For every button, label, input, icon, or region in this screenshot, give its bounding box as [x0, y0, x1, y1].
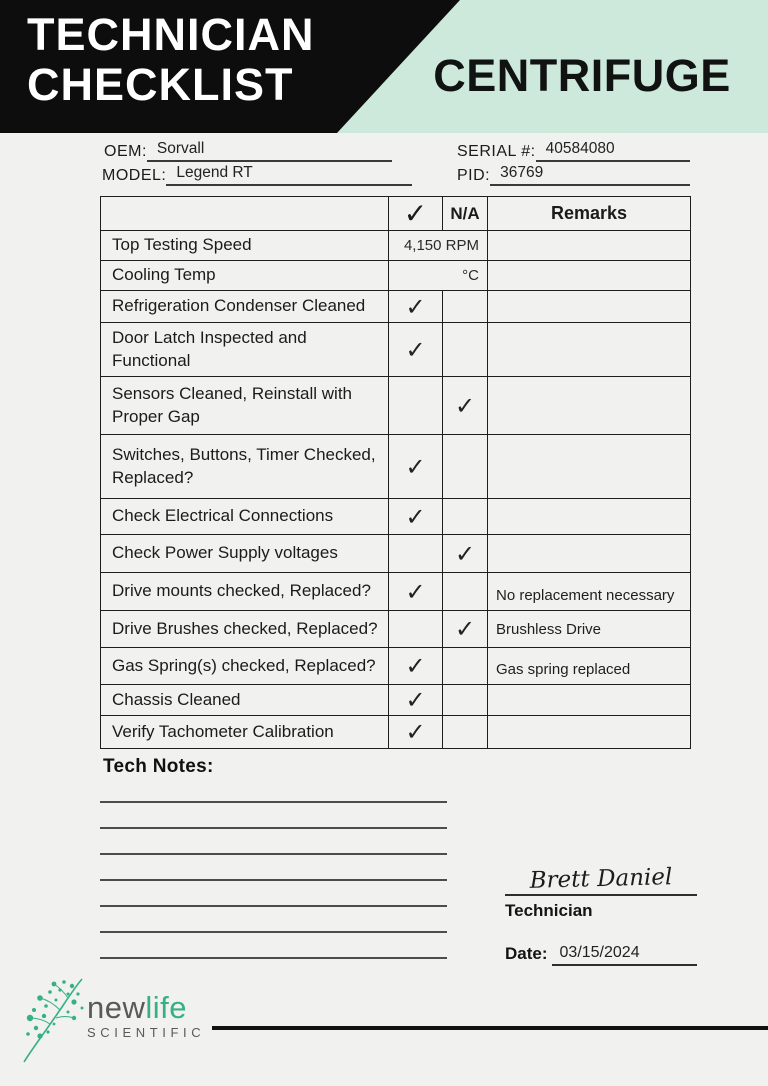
item-label: Top Testing Speed: [101, 231, 389, 261]
table-row: [101, 323, 691, 377]
check-mark: [389, 611, 443, 648]
item-label: Switches, Buttons, Timer Checked, Replaced?: [101, 435, 389, 499]
item-remarks: [488, 261, 691, 291]
na-mark: [443, 435, 488, 499]
table-row: [101, 499, 691, 535]
item-label: Door Latch Inspected and Functional: [101, 323, 389, 377]
check-mark: ✓: [389, 323, 443, 377]
item-remarks: [488, 435, 691, 499]
item-label: Drive mounts checked, Replaced?: [101, 573, 389, 611]
na-mark: [443, 716, 488, 749]
item-remarks: [488, 535, 691, 573]
item-remarks: [488, 716, 691, 749]
check-mark: ✓: [389, 685, 443, 716]
table-row: [101, 377, 691, 435]
notes-line: [100, 957, 447, 959]
check-column-header: ✓: [389, 197, 443, 231]
item-label: Chassis Cleaned: [101, 685, 389, 716]
na-mark: [443, 291, 488, 323]
item-remarks: No replacement necessary: [488, 573, 691, 611]
remarks-column-header: Remarks: [488, 197, 691, 231]
item-remarks: Brushless Drive: [488, 611, 691, 648]
item-value: 4,150 RPM: [389, 231, 488, 261]
title-line-2: CHECKLIST: [27, 59, 294, 110]
brand-subtitle: SCIENTIFIC: [87, 1025, 206, 1040]
na-mark: [443, 499, 488, 535]
table-row: [101, 435, 691, 499]
check-mark: ✓: [389, 573, 443, 611]
item-value: °C: [389, 261, 488, 291]
serial-label: SERIAL #:: [457, 143, 536, 160]
item-label: Check Power Supply voltages: [101, 535, 389, 573]
item-label: Check Electrical Connections: [101, 499, 389, 535]
table-row: [101, 231, 691, 261]
title-line-1: TECHNICIAN: [27, 9, 315, 60]
item-label: Refrigeration Condenser Cleaned: [101, 291, 389, 323]
document-title: [27, 10, 315, 110]
notes-line: [100, 879, 447, 881]
notes-line: [100, 801, 447, 803]
notes-line: [100, 905, 447, 907]
item-label: Verify Tachometer Calibration: [101, 716, 389, 749]
signature-line: [505, 894, 697, 896]
product-name: CENTRIFUGE: [433, 50, 731, 101]
oem-value: Sorvall: [147, 140, 392, 162]
check-mark: ✓: [389, 648, 443, 685]
date-field: [505, 944, 697, 966]
na-mark: [443, 323, 488, 377]
table-row: [101, 685, 691, 716]
na-mark: ✓: [443, 611, 488, 648]
table-row: [101, 573, 691, 611]
notes-line: [100, 853, 447, 855]
na-mark: ✓: [443, 535, 488, 573]
signature-block: [505, 866, 697, 921]
table-header-row: [101, 197, 691, 231]
date-label: Date:: [505, 944, 548, 963]
check-mark: [389, 535, 443, 573]
notes-line: [100, 827, 447, 829]
tech-notes-heading: Tech Notes:: [103, 756, 214, 777]
table-row: [101, 611, 691, 648]
item-remarks: Gas spring replaced: [488, 648, 691, 685]
tech-notes-area: [100, 801, 447, 983]
check-mark: [389, 377, 443, 435]
notes-line: [100, 931, 447, 933]
check-mark: ✓: [389, 716, 443, 749]
oem-field: [104, 140, 392, 162]
item-remarks: [488, 377, 691, 435]
brand-name-new: new: [87, 990, 146, 1025]
header-banner: [0, 0, 768, 133]
item-label: Cooling Temp: [101, 261, 389, 291]
brand-name: [87, 990, 205, 1025]
brand-name-life: life: [145, 990, 188, 1025]
pid-label: PID:: [457, 167, 491, 184]
check-mark: ✓: [389, 435, 443, 499]
date-value: 03/15/2024: [552, 944, 697, 966]
table-row: [101, 261, 691, 291]
pid-field: [457, 164, 690, 186]
signature-role-label: Technician: [505, 901, 593, 920]
item-column-header: [101, 197, 389, 231]
na-mark: [443, 685, 488, 716]
model-label: MODEL:: [102, 167, 167, 184]
item-remarks: [488, 231, 691, 261]
table-row: [101, 716, 691, 749]
model-field: [102, 164, 412, 186]
pid-value: 36769: [490, 164, 690, 186]
table-row: [101, 535, 691, 573]
na-mark: [443, 648, 488, 685]
na-mark: ✓: [443, 377, 488, 435]
serial-field: [457, 140, 690, 162]
checklist-table: [100, 196, 691, 749]
item-remarks: [488, 685, 691, 716]
model-value: Legend RT: [166, 164, 412, 186]
footer-divider-line: [212, 1026, 768, 1030]
check-mark: ✓: [389, 291, 443, 323]
item-label: Drive Brushes checked, Replaced?: [101, 611, 389, 648]
item-remarks: [488, 291, 691, 323]
newlife-logo-text: [87, 990, 206, 1040]
na-column-header: N/A: [443, 197, 488, 231]
item-label: Sensors Cleaned, Reinstall with Proper Gap: [101, 377, 389, 435]
item-remarks: [488, 323, 691, 377]
na-mark: [443, 573, 488, 611]
table-row: [101, 291, 691, 323]
check-mark: ✓: [389, 499, 443, 535]
oem-label: OEM:: [104, 143, 147, 160]
table-row: [101, 648, 691, 685]
item-remarks: [488, 499, 691, 535]
item-label: Gas Spring(s) checked, Replaced?: [101, 648, 389, 685]
serial-value: 40584080: [536, 140, 690, 162]
newlife-logo-icon: [20, 976, 92, 1069]
technician-signature: Brett Daniel: [529, 864, 673, 894]
